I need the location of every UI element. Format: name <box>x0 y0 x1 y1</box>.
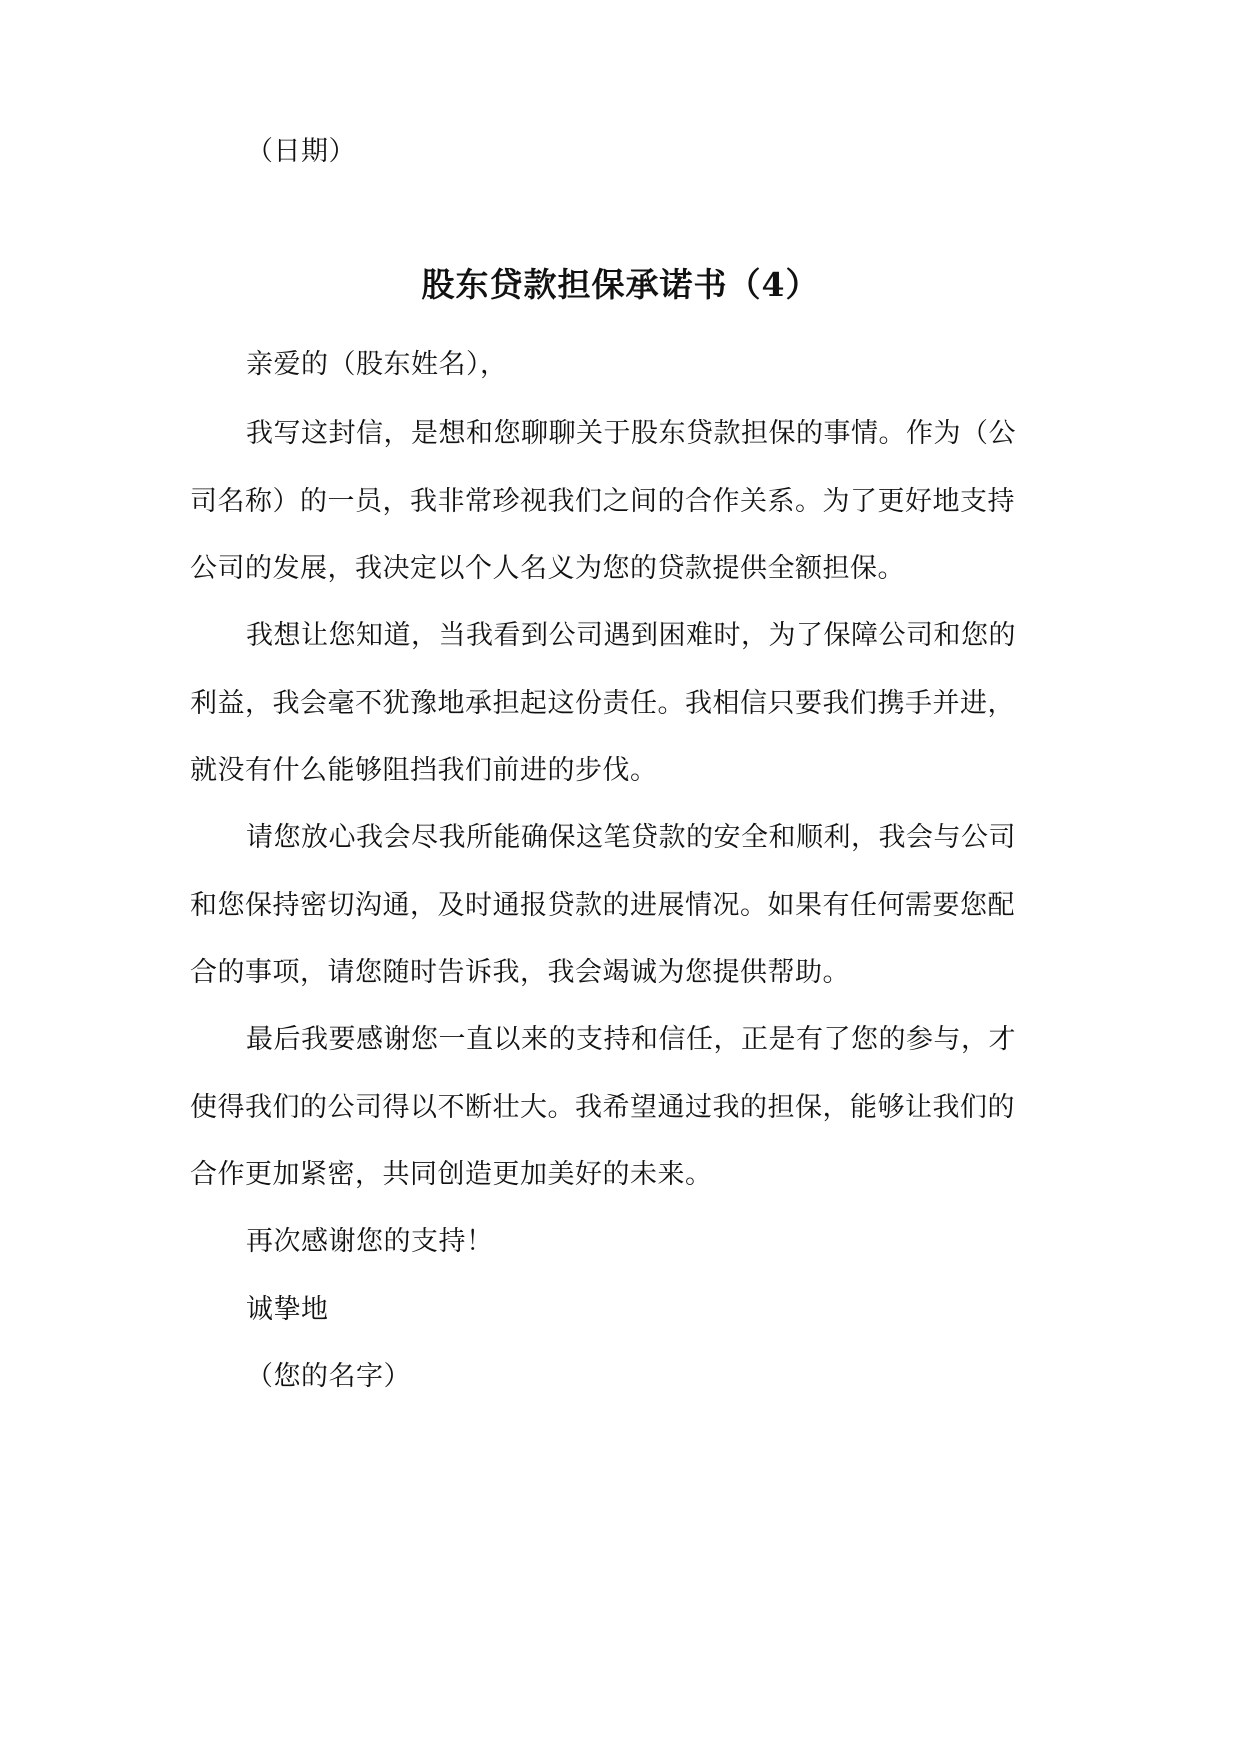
paragraph-line: 司名称）的一员，我非常珍视我们之间的合作关系。为了更好地支持 <box>190 486 1015 517</box>
paragraph-line: 就没有什么能够阻挡我们前进的步伐。 <box>190 755 658 786</box>
signature-line: （您的名字） <box>246 1361 411 1392</box>
paragraph-line: 利益，我会毫不犹豫地承担起这份责任。我相信只要我们携手并进， <box>190 688 1015 719</box>
paragraph-line: 合的事项，请您随时告诉我，我会竭诚为您提供帮助。 <box>190 957 850 988</box>
thanks-line: 再次感谢您的支持！ <box>246 1226 494 1257</box>
paragraph-line: 我写这封信，是想和您聊聊关于股东贷款担保的事情。作为（公 <box>246 418 1016 449</box>
paragraph-line: 合作更加紧密，共同创造更加美好的未来。 <box>190 1159 713 1190</box>
closing-line: 诚挚地 <box>246 1294 329 1325</box>
paragraph-line: 使得我们的公司得以不断壮大。我希望通过我的担保，能够让我们的 <box>190 1092 1015 1123</box>
paragraph-line: 请您放心我会尽我所能确保这笔贷款的安全和顺利，我会与公司 <box>246 822 1016 853</box>
paragraph-line: 最后我要感谢您一直以来的支持和信任，正是有了您的参与，才 <box>246 1024 1016 1055</box>
paragraph-line: 公司的发展，我决定以个人名义为您的贷款提供全额担保。 <box>190 553 905 584</box>
paragraph-line: 我想让您知道，当我看到公司遇到困难时，为了保障公司和您的 <box>246 620 1016 651</box>
document-title: 股东贷款担保承诺书（4） <box>421 265 820 304</box>
salutation: 亲爱的（股东姓名）， <box>246 349 508 380</box>
paragraph-line: 和您保持密切沟通，及时通报贷款的进展情况。如果有任何需要您配 <box>190 890 1015 921</box>
date-line: （日期） <box>246 136 356 167</box>
